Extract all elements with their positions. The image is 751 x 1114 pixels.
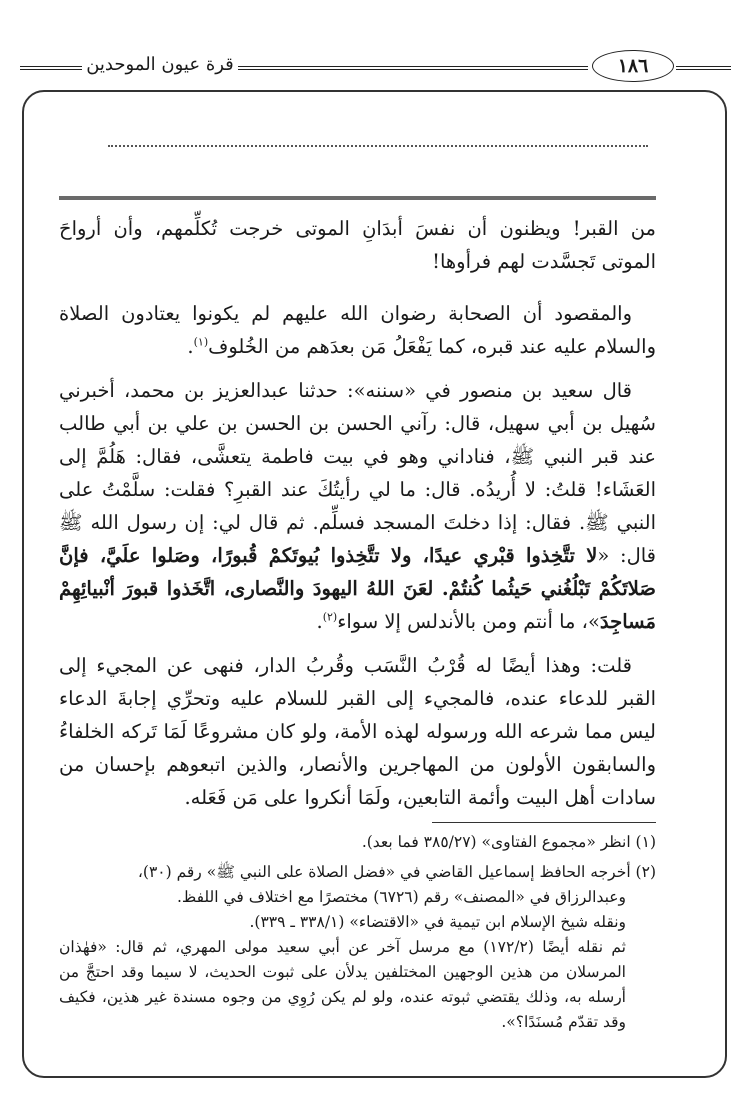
section-rule: [59, 196, 656, 200]
header-rule-left: [20, 66, 82, 70]
paragraph-3-text: قال سعيد بن منصور في «سننه»: حدثنا عبدالعزيز بن محمد، أخبرني سُهيل بن أبي سهيل، قال: رآني الحسن بن الحسن بن علي بن أبي طالب عند قبر النبي ﷺ، فناداني وهو في بيت فاطمة يتعشَّى، فقال: هَلُمَّ إلى العَشَاء! قلتُ: لا أُريدُه. قال: ما لي رأيتُكَ عند القبرِ؟ فقلت: سلَّمْتُ على النبي ﷺ. فقال: إذا دخلتَ المسجد فسلِّم. ثم قال لي: إن رسول الله ﷺ قال: «: [59, 379, 656, 567]
footnote-1: (١) انظر «مجموع الفتاوى» (٣٨٥/٢٧ فما بعد).: [361, 833, 656, 851]
footnote-2: [59, 860, 656, 1035]
paragraph-2: [59, 297, 656, 363]
paragraph-1: من القبر! ويظنون أن نفسَ أبدَانِ الموتى خرجت تُكلِّمهم، وأن أرواحَ الموتى تَجسَّدت لهم فرأوها!: [59, 217, 656, 273]
header-rule-middle: [238, 66, 588, 70]
footnote-2-line-4: ثم نقله أيضًا (١٧٢/٢) مع مرسل آخر عن أبي سعيد مولى المهري، ثم قال: «فهٰذان المرسلان من هذين الوجهين المختلفين يدلأن على ثبوت الحديث، لا سيما وقد احتجَّ من أرسله به، وذلك يقتضي ثبوته عنده، ولو لم يكن رُوِي من وجوه مسندة غير هذين، فكيف وقد تقدّم مُسنَدًا؟».: [59, 938, 626, 1031]
footnote-ref-1: (١): [193, 335, 209, 349]
paragraph-4: قلت: وهذا أيضًا له قُرْبُ النَّسَب وقُربُ الدار، فنهى عن المجيء إلى القبر للدعاء عنده، فالمجيء إلى القبر للسلام عليه وتحرِّي إجابةَ الدعاء ليس مما شرعه الله ورسوله لهذه الأمة، ولو كان مشروعًا لَمَا تَركه الخلفاءُ والسابقون الأولون من المهاجرين والأنصار، والذين اتبعوهم بإحسان من سادات أهل البيت وأئمة التابعين، ولَمَا أنكروا على مَن فَعَله.: [59, 654, 656, 809]
footnote-2-line-2: وعبدالرزاق في «المصنف» رقم (٦٧٢٦) مختصرًا مع اختلاف في اللفظ.: [176, 888, 626, 906]
footnote-ref-2: (٢): [322, 610, 338, 624]
paragraph-2-text: والمقصود أن الصحابة رضوان الله عليهم لم يكونوا يعتادون الصلاة والسلام عليه عند قبره، كما يَفْعَلُ مَن بعدَهم من الخُلوف: [59, 302, 656, 358]
footnote-2-line-3: ونقله شيخ الإسلام ابن تيمية في «الاقتضاء» (٣٣٨/١ ـ ٣٣٩).: [249, 913, 626, 931]
paragraph-2-end: .: [187, 335, 194, 358]
page-number: ١٨٦: [592, 50, 674, 82]
running-title: قرة عيون الموحدين: [86, 54, 234, 75]
footnotes: [59, 830, 656, 1040]
paragraph-3-end: .: [316, 610, 323, 633]
paragraph-3-after: »، ما أنتم ومن بالأندلس إلا سواء: [337, 610, 600, 633]
dotted-separator: [108, 145, 648, 147]
main-text: [59, 212, 656, 825]
paragraph-3: [59, 374, 656, 638]
page-header: [20, 48, 731, 88]
footnote-rule: [432, 822, 656, 823]
hadith-quote: لا تتَّخِذوا قبْري عيدًا، ولا تتَّخِذوا بُيوتَكمْ قُبورًا، وصَلوا علَيَّ، فإنَّ صَلاتَكُمْ تَبْلُغُني حَيثُما كُنتُمْ. لعَنَ اللهُ اليهودَ والنَّصارى، اتَّخَذوا قبورَ أنْبيائِهِمْ مَساجِدَ: [59, 544, 656, 633]
footnote-2-line-1: (٢) أخرجه الحافظ إسماعيل القاضي في «فضل الصلاة على النبي ﷺ» رقم (٣٠)،: [137, 863, 656, 881]
header-rule-right: [676, 66, 731, 70]
